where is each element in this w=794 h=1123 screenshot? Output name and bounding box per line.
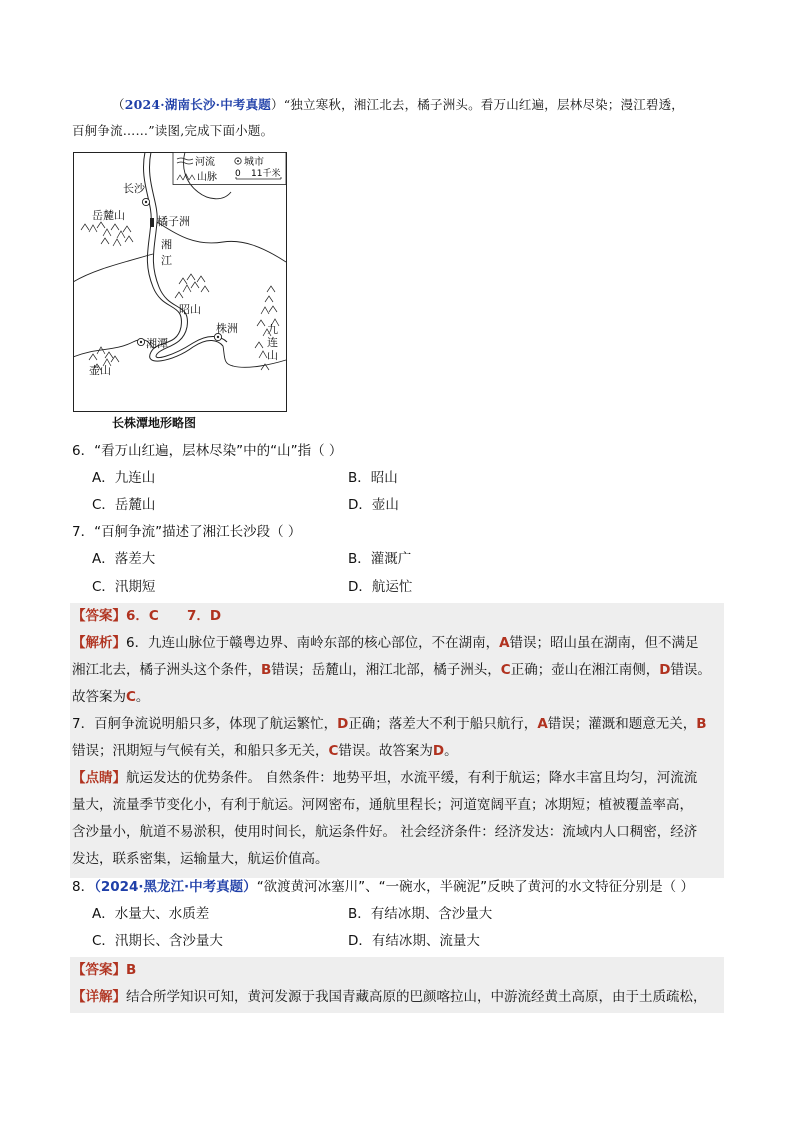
analysis-line-4: 7．百舸争流说明船只多，体现了航运繁忙，D正确；落差大不利于船只航行，A错误；灌溉和题意无关，B xyxy=(72,716,707,732)
analysis-line-3: 故答案为C。 xyxy=(72,689,150,705)
q8-option-a[interactable]: A．水量大、水质差 xyxy=(92,906,210,922)
q6-option-d[interactable]: D．壶山 xyxy=(348,497,399,513)
q8-option-b[interactable]: B．有结冰期、含沙量大 xyxy=(348,906,493,922)
note-line-3: 含沙量小，航道不易淤积，使用时间长，航运条件好。 社会经济条件：经济发达：流域内人口稠密，经济 xyxy=(72,824,698,840)
intro-paragraph xyxy=(72,92,732,144)
legend-mountain-label: 山脉 xyxy=(197,172,217,183)
analysis-line-1: 【解析】6．九连山脉位于赣粤边界、南岭东部的核心部位，不在湖南，A错误；昭山虽在湖南，但不满足 xyxy=(72,635,699,651)
intro-text-1: “独立寒秋，湘江北去，橘子洲头。看万山红遍，层林尽染；漫江碧透， xyxy=(283,97,684,112)
q6-option-b[interactable]: B．昭山 xyxy=(348,470,398,486)
answer-1-text: 6．C 7．D xyxy=(126,608,222,624)
label-zhaoshan: 昭山 xyxy=(179,303,201,316)
label-jiulianshan-3: 山 xyxy=(267,349,278,362)
legend-city-label: 城市 xyxy=(244,157,264,168)
label-changsha: 长沙 xyxy=(123,182,145,195)
note-tag: 【点睛】 xyxy=(72,770,126,786)
q8-option-c[interactable]: C．汛期长、含沙量大 xyxy=(92,933,223,949)
q7-stem: 7．“百舸争流”描述了湘江长沙段（ ） xyxy=(72,524,302,540)
q8-source: （2024·黑龙江·中考真题） xyxy=(94,879,257,895)
q7-option-d[interactable]: D．航运忙 xyxy=(348,579,413,595)
source-label: 2024·湖南长沙·中考真题 xyxy=(124,97,271,112)
juzizhou-icon xyxy=(150,218,154,227)
answer-2-text: B xyxy=(126,962,137,978)
label-xiangjiang-2: 江 xyxy=(161,254,172,267)
label-jiulianshan-2: 连 xyxy=(267,336,278,349)
q8-stem: 8．（2024·黑龙江·中考真题）“欲渡黄河冰塞川”、“一碗水，半碗泥”反映了黄河的水文特征分别是（ ） xyxy=(72,879,694,895)
analysis-line-5: 错误；汛期短与气候有关，和船只多无关，C错误。故答案为D。 xyxy=(72,743,458,759)
label-jiulianshan-1: 九 xyxy=(267,323,278,336)
label-juzizhou: 橘子洲 xyxy=(157,215,190,228)
label-zhuzhou: 株洲 xyxy=(216,322,238,335)
scale-zero: 0 xyxy=(235,169,241,179)
q6-option-a[interactable]: A．九连山 xyxy=(92,470,156,486)
q8-option-d[interactable]: D．有结冰期、流量大 xyxy=(348,933,480,949)
q7-option-c[interactable]: C．汛期短 xyxy=(92,579,156,595)
note-line-4: 发达，联系密集，运输量大，航运价值高。 xyxy=(72,851,329,867)
detail-tag: 【详解】 xyxy=(72,989,126,1005)
label-xiangtan: 湘潭 xyxy=(146,337,168,350)
answer-2-tag: 【答案】 xyxy=(72,962,126,978)
label-xiangjiang-1: 湘 xyxy=(161,238,172,251)
q7-option-b[interactable]: B．灌溉广 xyxy=(348,551,412,567)
intro-line-1: （2024·湖南长沙·中考真题）“独立寒秋，湘江北去，橘子洲头。看万山红遍，层林尽染；漫江碧透， xyxy=(112,97,684,112)
map-figure xyxy=(73,152,287,412)
note-line-2: 量大，流量季节变化小，有利于航运。河网密布，通航里程长；河道宽阔平直；冰期短；植被覆盖率高， xyxy=(72,797,693,813)
analysis-line-2: 湘江北去，橘子洲头这个条件，B错误；岳麓山，湘江北部，橘子洲头，C正确；壶山在湘江南侧，D错误。 xyxy=(72,662,711,678)
answer-1-line xyxy=(72,603,722,630)
label-hushan: 壶山 xyxy=(89,364,111,377)
map-caption: 长株潭地形略图 xyxy=(112,416,197,430)
q6-stem: 6．“看万山红遍，层林尽染”中的“山”指（ ） xyxy=(72,443,343,459)
label-yuelushan: 岳麓山 xyxy=(92,209,125,222)
detail-line-1: 【详解】结合所学知识可知，黄河发源于我国青藏高原的巴颜喀拉山，中游流经黄土高原，由于土质疏松， xyxy=(72,989,707,1005)
legend-river-label: 河流 xyxy=(195,157,215,168)
intro-line-2: 百舸争流……”读图,完成下面小题。 xyxy=(72,123,274,138)
q6-option-c[interactable]: C．岳麓山 xyxy=(92,497,156,513)
note-line-1: 【点睛】航运发达的优势条件。 自然条件：地势平坦，水流平缓，有利于航运；降水丰富且均匀，河流流 xyxy=(72,770,698,786)
analysis-tag: 【解析】 xyxy=(72,635,126,651)
answer-1-tag: 【答案】 xyxy=(72,608,126,624)
q7-option-a[interactable]: A．落差大 xyxy=(92,551,156,567)
answer-2-line xyxy=(72,957,722,984)
scale-value: 11千米 xyxy=(251,169,281,179)
